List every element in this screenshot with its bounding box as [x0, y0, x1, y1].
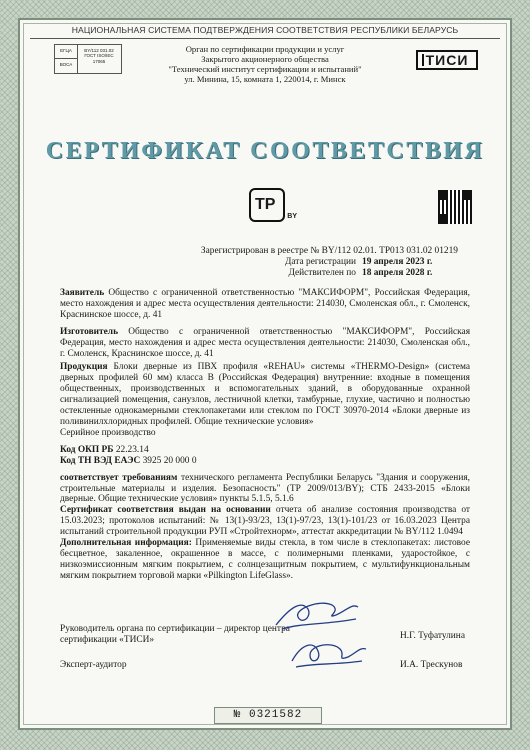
applicant-section: Заявитель Общество с ограниченной ответственностью "МАКСИФОРМ", Российская Федерация, место нахождения и адрес места осуществления деятельности: 214030, Смоленская обл., г. Смоленск, Краснинское шоссе, д. 41: [60, 288, 470, 320]
registration-block: [201, 246, 458, 279]
expert-name: И.А. Трескунов: [400, 660, 463, 670]
stamp-accreditation-text: BY/112 031.02 ГОСТ ISO/IEC 17065: [84, 48, 114, 64]
certificate-sheet: [18, 18, 512, 730]
header-divider: [30, 38, 500, 39]
accreditation-stamp: [54, 44, 122, 74]
national-system-heading: НАЦИОНАЛЬНАЯ СИСТЕМА ПОДТВЕРЖДЕНИЯ СООТВЕТСТВИЯ РЕСПУБЛИКИ БЕЛАРУСЬ: [71, 25, 459, 35]
expert-role: Эксперт-аудитор: [60, 660, 127, 670]
stamp-cell-bottom: ВОСА: [59, 62, 73, 67]
manufacturer-section: Изготовитель Общество с ограниченной ответственностью "МАКСИФОРМ", Российская Федерация, место нахождения и адрес места осуществления деятельности: 214030, Смоленская обл., г. Смоленск, Краснинское шоссе, д. 41: [60, 326, 471, 359]
certification-body: [130, 44, 400, 84]
certificate-body: [60, 288, 470, 585]
valid-until-label: Действителен по: [288, 268, 356, 278]
tnved-code: Код ТН ВЭД ЕАЭС 3925 20 000 0: [60, 455, 197, 466]
organ-line: "Технический институт сертификации и испытаний": [168, 64, 362, 74]
organ-line: ул. Минина, 15, комната 1, 220014, г. Минск: [184, 74, 346, 84]
registration-date: 19 апреля 2023 г.: [362, 257, 433, 267]
head-role: Руководитель органа по сертификации – директор центра сертификации «ТИСИ»: [60, 624, 290, 645]
product-section: Продукция Блоки дверные из ПВХ профиля «REHAU» системы «THERMO-Design» (система дверных профилей 60 мм) класса В (Российская Федерация) внутренние: входные в помещения общественных, производственных и вспомогательных зданий, в оборудованные охранной сигнализацией помещения, санузлов, лестничной клетки, тамбурные, глухие, частично и полностью остекленные однокамерными стеклопакетами или стеклом по ГОСТ 30970-2014 «Блоки дверные из поливинилхлоридных профилей. Общие технические условия»: [60, 362, 471, 427]
tr-conformity-mark-icon: TP BY: [249, 188, 285, 222]
tisi-logo: ТИСИ: [416, 50, 478, 70]
additional-info-section: Дополнительная информация: Применяемые виды стекла, в том числе в стеклопакетах: листовое бесцветное, закаленное, окрашенное в массе, с полимерными пленками, ударостойкое, с низкоэмиссионным мягким покрытием, с солнцезащитным покрытием, с мультифункциональным мягким покрытием торговой марки «Pilkington LifeGlass».: [60, 538, 470, 581]
registry-number: Зарегистрирован в реестре № BY/112 02.01. ТР013 031.02 01219: [200, 246, 458, 256]
organ-line: Орган по сертификации продукции и услуг: [185, 44, 345, 54]
expert-signature: [288, 635, 368, 671]
okp-code: Код ОКП РБ 22.23.14: [60, 444, 149, 455]
registration-date-label: Дата регистрации: [284, 257, 356, 267]
valid-until-date: 18 апреля 2028 г.: [362, 268, 433, 278]
production-type: Серийное производство: [60, 427, 156, 438]
qr-code-icon: [438, 190, 472, 224]
head-name: Н.Г. Туфатулина: [400, 631, 465, 641]
certificate-title: СЕРТИФИКАТ СООТВЕТСТВИЯ: [45, 138, 485, 164]
head-signature: [272, 595, 362, 635]
conformity-section: соответствует требованиям технического регламента Республики Беларусь "Здания и сооружения, строительные материалы и изделия. Безопасность" (ТР 2009/013/BY); СТБ 2433-2015 «Блоки дверные. Общие технические условия» пункты 5.1.5, 5.1.6: [60, 472, 470, 505]
certificate-serial-number: № 0321582: [214, 707, 322, 724]
organ-line: Закрытого акционерного общества: [201, 54, 329, 64]
stamp-cell-top: ЕГЦА: [55, 45, 77, 59]
basis-section: Сертификат соответствия выдан на основании отчета об анализе состояния производства от 15.03.2023; протоколов испытаний: № 13(1)-93/23, 13(1)-97/23, 13(1)-101/23 от 16.03.2023 Центра испытаний строительной продукции РУП «Стройтехнорм», аттестат аккредитации № BY/112 1.0494: [60, 505, 471, 538]
